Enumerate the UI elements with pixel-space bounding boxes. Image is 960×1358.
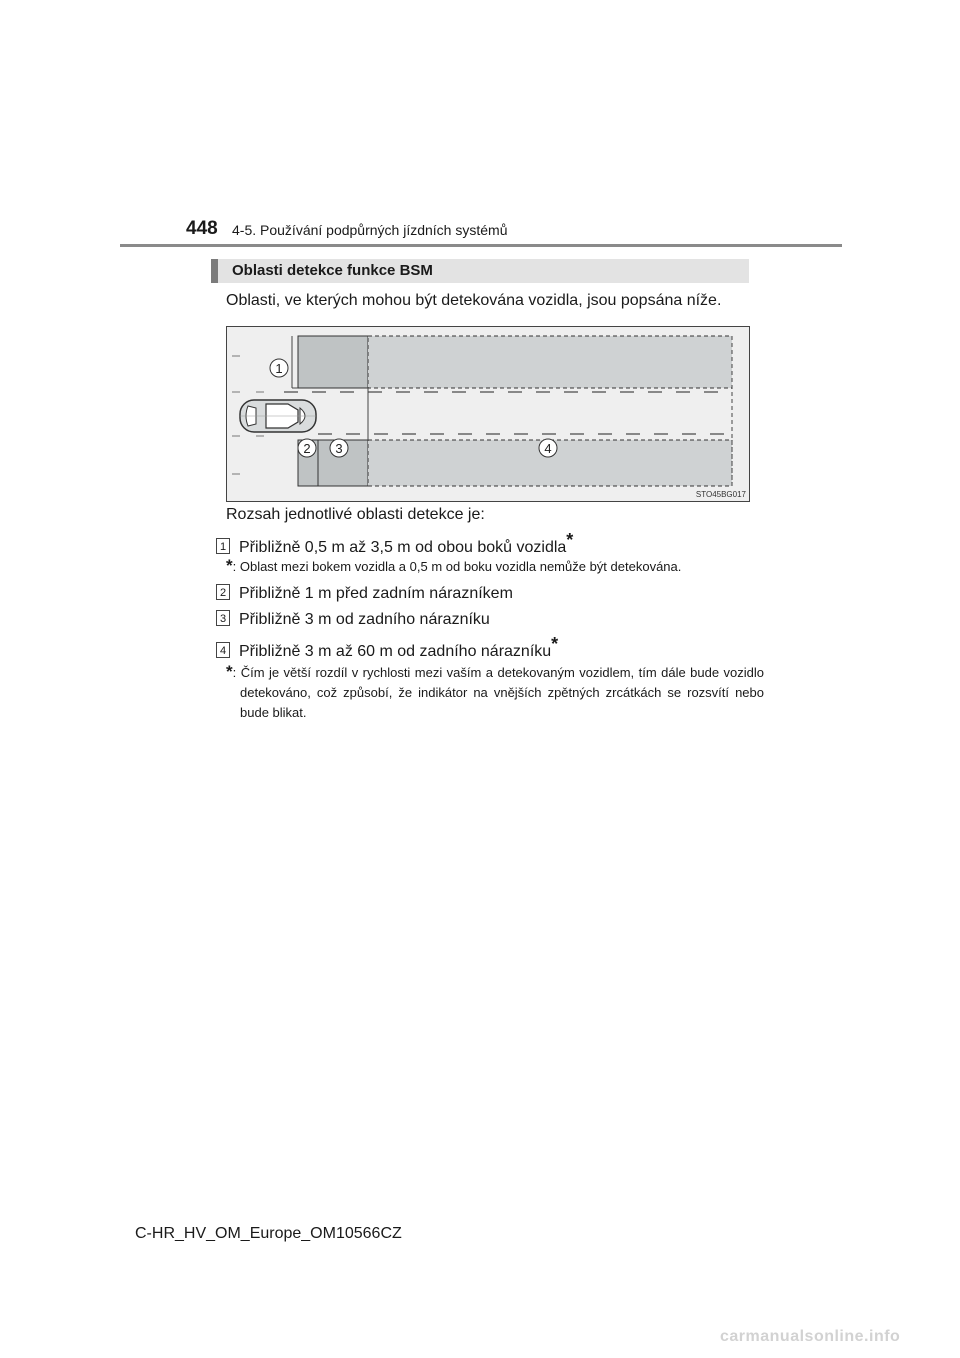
lead-text: Rozsah jednotlivé oblasti detekce je: (226, 506, 485, 523)
page-number: 448 (186, 218, 218, 239)
item-text: Přibližně 1 m před zadním nárazníkem (239, 585, 513, 602)
section-title: Oblasti detekce funkce BSM (232, 262, 433, 279)
zone-4-top (368, 336, 732, 388)
zone-1-top (298, 336, 368, 388)
item-text: Přibližně 3 m od zadního nárazníku (239, 611, 490, 628)
footnote-star: * (551, 634, 559, 654)
footer-doc-id: C-HR_HV_OM_Europe_OM10566CZ (135, 1225, 402, 1242)
chapter-title: 4-5. Používání podpůrných jízdních systémů (232, 222, 508, 238)
footnote-star: * (566, 530, 574, 550)
item-number: 2 (216, 584, 230, 600)
footnote-2 (226, 662, 764, 723)
car-icon (240, 400, 316, 432)
callout-2: 2 (303, 441, 311, 456)
list-item (216, 530, 573, 557)
item-number: 4 (216, 642, 230, 658)
callout-1: 1 (275, 361, 283, 376)
footnote-1 (226, 556, 750, 577)
item-number: 1 (216, 538, 230, 554)
footnote-1-text: : Oblast mezi bokem vozidla a 0,5 m od boku vozidla nemůže být detekována. (232, 559, 682, 574)
watermark: carmanualsonline.info (720, 1328, 901, 1345)
callout-4: 4 (544, 441, 552, 456)
item-text: Přibližně 3 m až 60 m od zadního nárazníku (239, 643, 552, 660)
list-item (216, 584, 513, 603)
bsm-detection-diagram (226, 326, 750, 502)
section-heading-bar (211, 259, 749, 283)
footnote-2-text: : Čím je větší rozdíl v rychlosti mezi vaším a detekovaným vozidlem, tím dále bude vozidlo detekováno, což způsobí, že indikátor na vnějších zpětných zrcátkách se rozsvítí nebo bude blikat. (232, 665, 764, 720)
figure-code: STO45BG017 (695, 490, 746, 499)
item-number: 3 (216, 610, 230, 626)
header-rule (120, 244, 842, 247)
list-item (216, 634, 558, 661)
callout-3: 3 (335, 441, 343, 456)
footnote-asterisk: * (226, 662, 233, 681)
intro-text: Oblasti, ve kterých mohou být detekována vozidla, jsou popsána níže. (226, 292, 722, 309)
list-item (216, 610, 490, 629)
footnote-asterisk: * (226, 556, 233, 575)
diagram-svg (226, 326, 750, 502)
item-text: Přibližně 0,5 m až 3,5 m od obou boků vozidla (239, 539, 567, 556)
